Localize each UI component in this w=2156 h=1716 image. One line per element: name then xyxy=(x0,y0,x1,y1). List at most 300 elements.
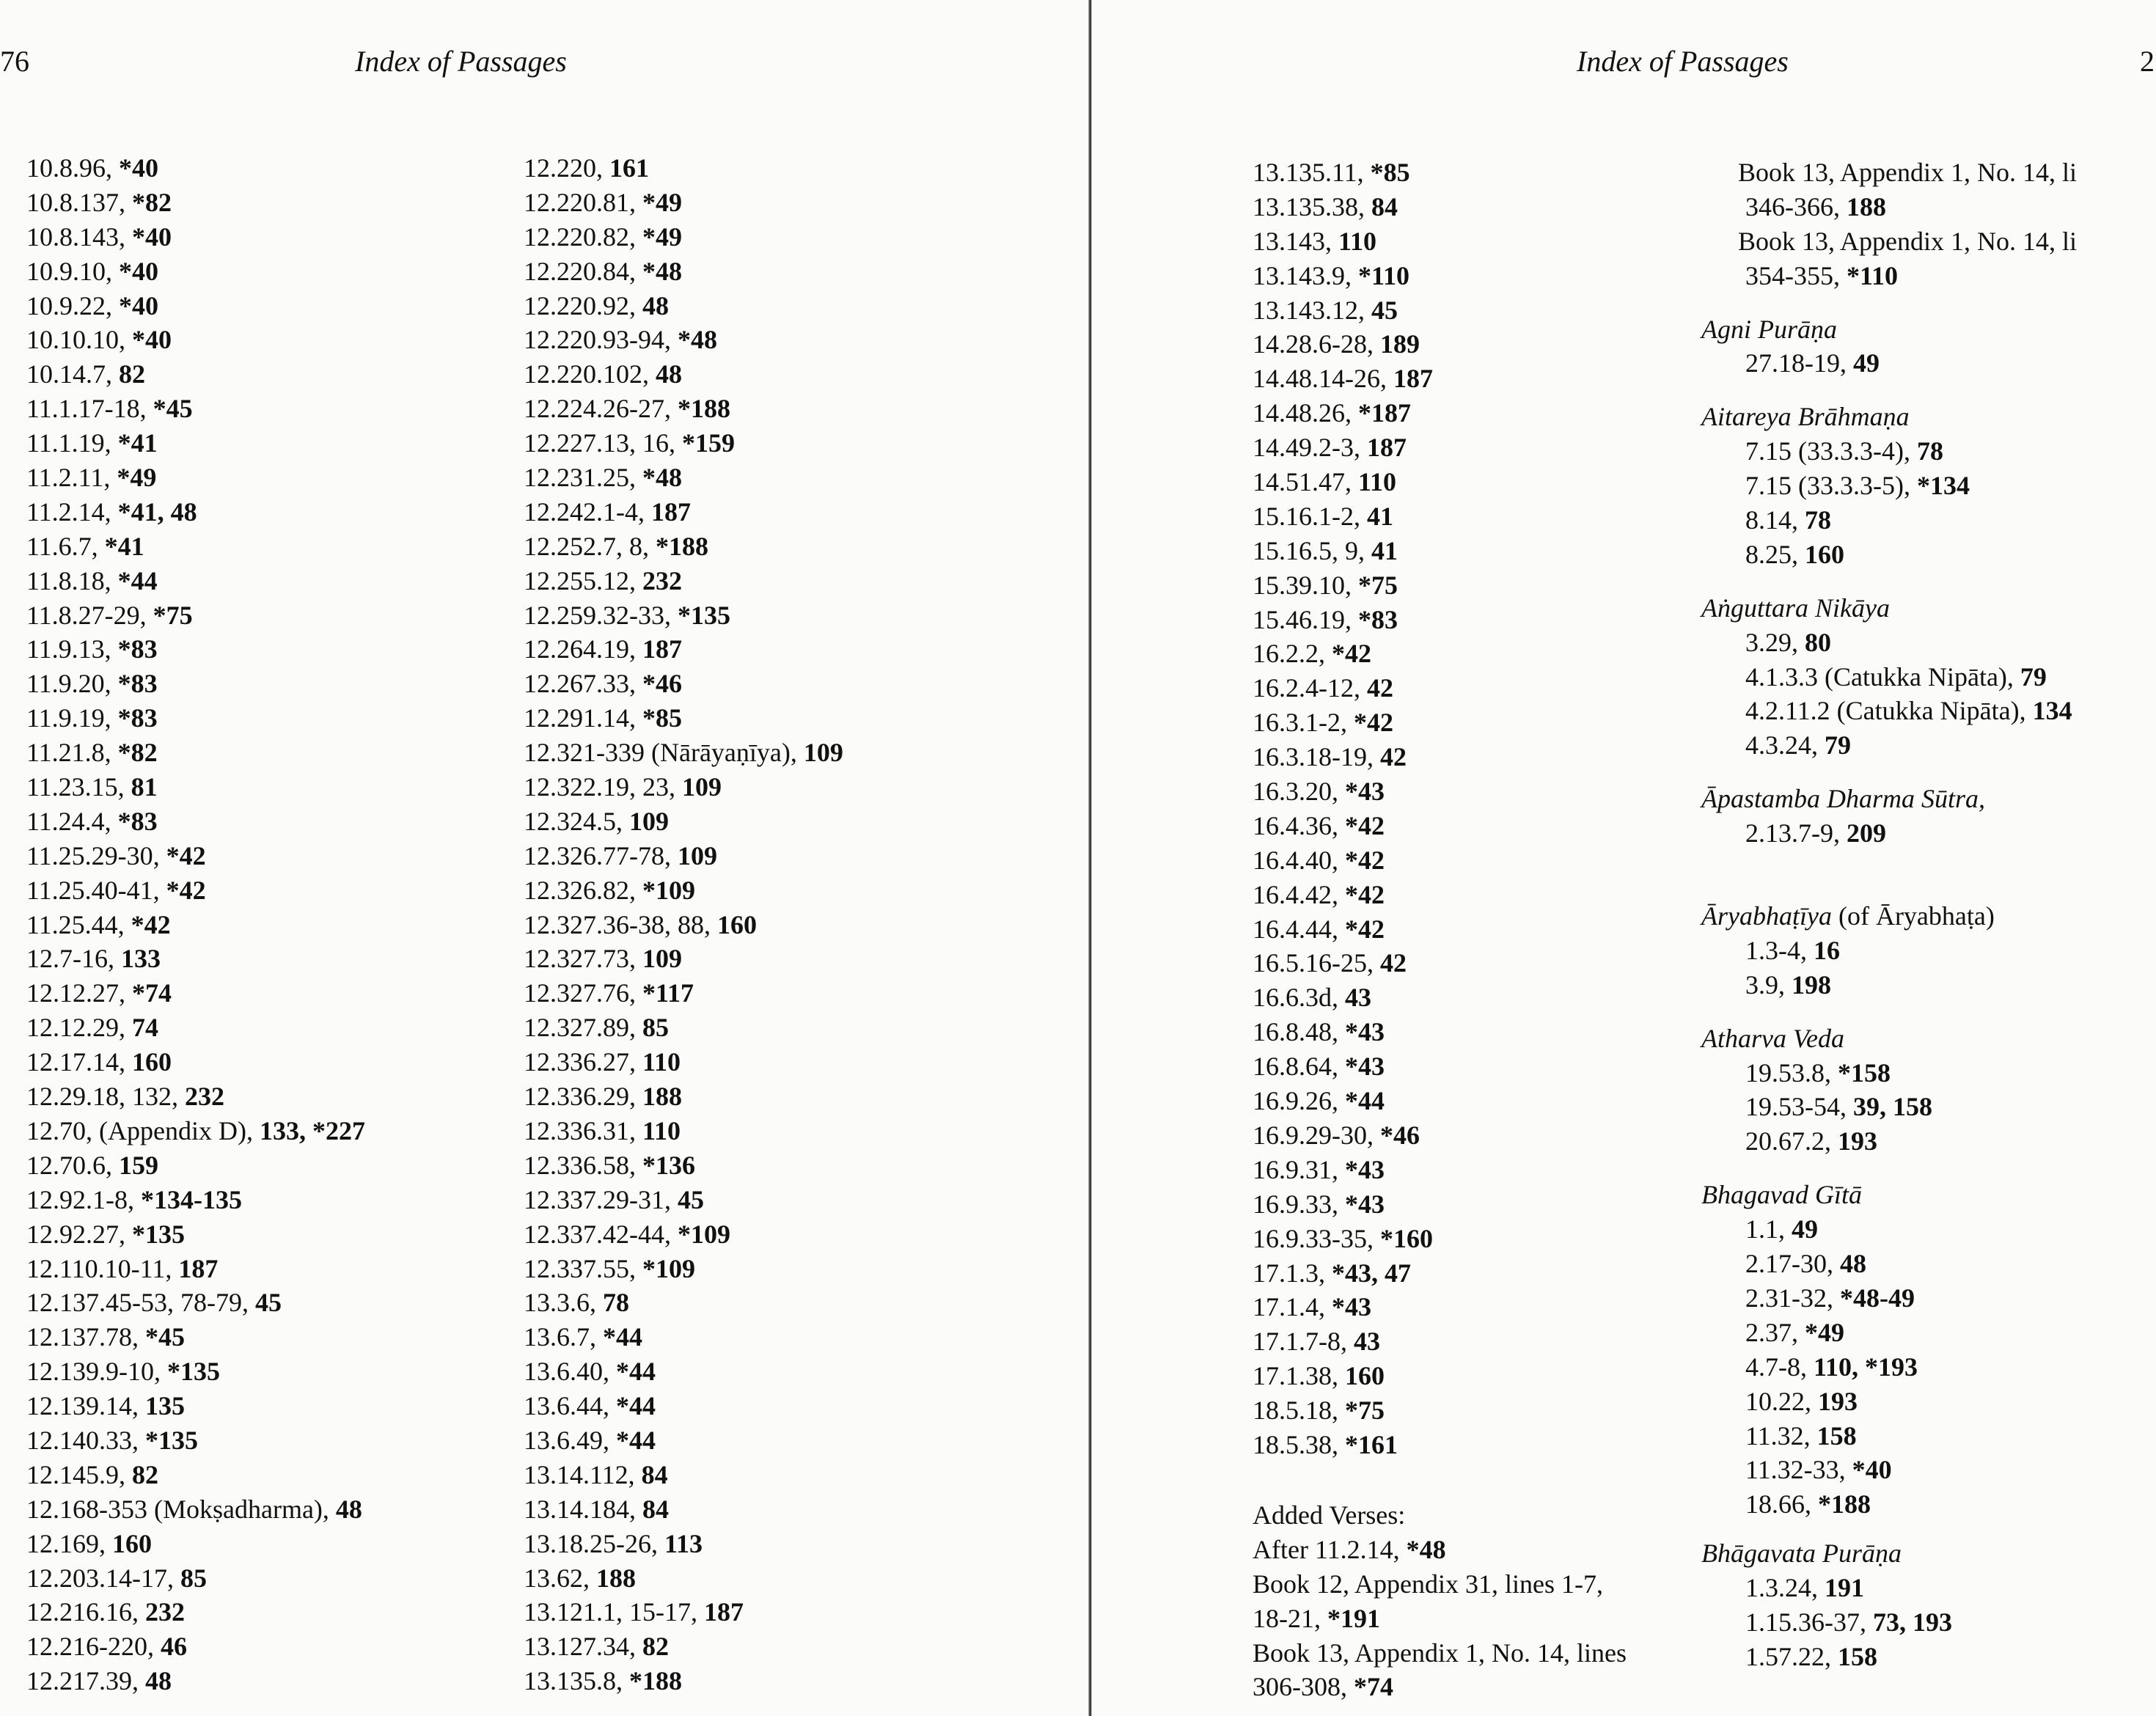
index-entry xyxy=(1701,503,2077,538)
index-reference: 12.336.29, xyxy=(524,1082,642,1112)
index-entry xyxy=(524,220,843,254)
index-page-ref: 73, 193 xyxy=(1873,1607,1952,1637)
index-reference: 13.135.11, xyxy=(1253,158,1371,187)
index-entry xyxy=(1253,1428,1433,1462)
index-page-ref: 79 xyxy=(2020,661,2047,692)
index-reference: 11.25.44, xyxy=(26,909,131,939)
index-entry xyxy=(26,323,365,357)
index-reference: 12.336.31, xyxy=(524,1115,642,1145)
index-entry xyxy=(1253,1187,1433,1222)
index-entry xyxy=(1253,774,1433,809)
index-entry xyxy=(26,392,365,426)
index-entry xyxy=(26,564,365,598)
index-page-ref: *109 xyxy=(642,875,695,905)
index-entry xyxy=(26,736,365,770)
index-entry xyxy=(1701,660,2077,694)
index-reference: 12.7-16, xyxy=(26,944,121,974)
index-entry xyxy=(524,1320,843,1354)
index-reference: 16.9.33-35, xyxy=(1253,1223,1380,1253)
index-entry xyxy=(1253,396,1433,430)
index-entry xyxy=(524,1664,843,1698)
index-reference: 12.337.55, xyxy=(524,1253,642,1283)
index-page-ref: 48 xyxy=(145,1666,172,1696)
right-page xyxy=(1093,0,2156,1716)
index-page-ref: 42 xyxy=(1380,948,1407,978)
index-entry xyxy=(1253,705,1433,740)
index-entry xyxy=(524,598,843,633)
source-title: Atharva Veda xyxy=(1701,1023,1844,1053)
index-reference: 12.92.27, xyxy=(26,1219,132,1249)
index-page-ref: 193 xyxy=(1838,1126,1877,1156)
index-entry xyxy=(524,1595,843,1629)
index-reference: 12.336.27, xyxy=(524,1047,642,1077)
index-page-ref: *74 xyxy=(1354,1672,1393,1702)
index-page-ref: 109 xyxy=(642,944,682,974)
right-running-header: Index of Passages xyxy=(1577,45,1789,78)
index-reference: 12.220.92, xyxy=(524,290,642,320)
index-entry xyxy=(26,1354,365,1389)
index-reference: 15.46.19, xyxy=(1253,604,1358,634)
index-reference: 11.1.19, xyxy=(26,428,118,458)
index-page-ref: *136 xyxy=(642,1150,695,1180)
source-heading xyxy=(1701,312,2077,347)
index-entry xyxy=(26,495,365,529)
source-title: Āpastamba Dharma Sūtra, xyxy=(1701,784,1986,814)
index-entry xyxy=(1701,1212,2077,1247)
index-page-ref: 159 xyxy=(119,1150,158,1180)
index-reference: 12.327.73, xyxy=(524,944,642,974)
index-entry xyxy=(26,1217,365,1252)
index-entry xyxy=(524,1252,843,1286)
index-entry xyxy=(26,1114,365,1148)
index-page-ref: 135 xyxy=(145,1391,185,1421)
index-reference: 14.51.47, xyxy=(1253,467,1358,497)
index-page-ref: *41 xyxy=(104,531,144,561)
index-page-ref: 82 xyxy=(642,1632,669,1662)
index-reference: 12.264.19, xyxy=(524,634,642,664)
index-reference: 10.9.22, xyxy=(26,290,119,320)
index-entry xyxy=(1253,568,1433,603)
index-entry xyxy=(524,1011,843,1045)
index-reference: 12.216.16, xyxy=(26,1597,145,1627)
index-page-ref: *48 xyxy=(1406,1534,1446,1564)
index-reference: 14.48.14-26, xyxy=(1253,364,1393,394)
index-reference: 12.12.27, xyxy=(26,978,132,1008)
index-reference: 18-21, xyxy=(1253,1603,1327,1633)
index-entry xyxy=(26,151,365,186)
index-reference: 12.327.89, xyxy=(524,1013,642,1043)
index-entry xyxy=(524,323,843,357)
index-reference: 15.16.1-2, xyxy=(1253,501,1367,531)
index-reference: 12.217.39, xyxy=(26,1666,145,1696)
index-entry xyxy=(524,1527,843,1561)
index-page-ref: *83 xyxy=(117,634,158,664)
index-page-ref: *109 xyxy=(678,1219,730,1249)
index-reference: 4.7-8, xyxy=(1745,1352,1814,1382)
index-reference: 14.28.6-28, xyxy=(1253,329,1380,359)
index-entry xyxy=(26,1320,365,1354)
index-reference: 18.66, xyxy=(1745,1489,1818,1519)
index-entry xyxy=(1253,293,1433,328)
index-page-ref: *43, 47 xyxy=(1332,1258,1411,1288)
index-page-ref: *188 xyxy=(1818,1489,1871,1519)
index-page-ref: *110 xyxy=(1358,260,1410,290)
index-reference: 1.57.22, xyxy=(1745,1641,1838,1671)
index-page-ref: *43 xyxy=(1345,1189,1385,1219)
index-page-ref: 109 xyxy=(629,806,669,836)
index-entry xyxy=(524,1045,843,1079)
index-entry xyxy=(524,392,843,426)
index-page-ref: *82 xyxy=(117,738,158,768)
index-entry xyxy=(1701,1316,2077,1350)
index-entry xyxy=(26,1183,365,1217)
index-entry xyxy=(524,1458,843,1492)
index-page-ref: *48-49 xyxy=(1840,1283,1915,1313)
index-page-ref: 188 xyxy=(596,1563,636,1593)
index-page-ref: *109 xyxy=(642,1253,695,1283)
index-page-ref: *40 xyxy=(119,256,158,286)
index-page-ref: 110 xyxy=(642,1047,681,1077)
index-reference: 354-355, xyxy=(1745,260,1847,290)
index-page-ref: 232 xyxy=(145,1597,185,1627)
index-reference: Book 13, Appendix 1, No. 14, li xyxy=(1738,158,2078,187)
index-reference: 12.336.58, xyxy=(524,1150,642,1180)
index-reference: 11.25.40-41, xyxy=(26,875,166,905)
index-page-ref: 133, *227 xyxy=(259,1115,365,1145)
index-page-ref: 49 xyxy=(1792,1214,1818,1244)
index-reference: 11.2.11, xyxy=(26,463,117,493)
index-reference: 16.2.4-12, xyxy=(1253,673,1367,703)
index-reference: 16.8.48, xyxy=(1253,1017,1345,1047)
index-entry xyxy=(1253,843,1433,878)
index-entry xyxy=(26,908,365,942)
index-page-ref: 158 xyxy=(1838,1641,1877,1671)
index-page-ref: *43 xyxy=(1345,1052,1385,1082)
index-page-ref: *85 xyxy=(1370,158,1410,187)
index-entry xyxy=(1701,346,2077,381)
index-page-ref: 85 xyxy=(180,1563,207,1593)
index-reference: 16.3.1-2, xyxy=(1253,708,1354,738)
index-entry xyxy=(26,976,365,1011)
index-entry xyxy=(524,1148,843,1183)
index-page-ref: 45 xyxy=(1371,295,1398,325)
index-reference: 16.4.44, xyxy=(1253,914,1345,944)
index-reference: 14.48.26, xyxy=(1253,398,1358,428)
index-entry xyxy=(524,1423,843,1458)
index-reference: 4.1.3.3 (Catukka Nipāta), xyxy=(1745,661,2020,692)
index-entry xyxy=(1701,469,2077,503)
index-reference: 12.70, (Appendix D), xyxy=(26,1115,260,1145)
index-entry xyxy=(1253,155,1433,190)
index-reference: After 11.2.14, xyxy=(1253,1534,1407,1564)
index-reference: 11.8.18, xyxy=(26,565,118,595)
index-page-ref: *75 xyxy=(1345,1396,1385,1426)
index-page-ref: *42 xyxy=(131,909,171,939)
index-entry xyxy=(1253,1393,1433,1428)
index-page-ref: *187 xyxy=(1358,398,1411,428)
index-page-ref: *43 xyxy=(1332,1292,1371,1322)
index-reference: 12.220.81, xyxy=(524,187,642,217)
index-page-ref: 45 xyxy=(678,1184,704,1214)
index-reference: 12.220.102, xyxy=(524,359,656,389)
index-entry xyxy=(26,1664,365,1698)
index-page-ref: *40 xyxy=(1852,1455,1892,1485)
index-entry xyxy=(1701,1350,2077,1385)
index-page-ref: 41 xyxy=(1371,535,1398,565)
index-reference: 10.10.10, xyxy=(26,325,132,355)
index-entry xyxy=(1701,1090,2077,1124)
index-page-ref: 46 xyxy=(161,1632,187,1662)
index-entry xyxy=(524,1354,843,1389)
index-entry xyxy=(1253,1359,1433,1393)
index-entry xyxy=(26,942,365,976)
added-verse-entry xyxy=(1253,1602,1627,1636)
index-reference: 16.3.18-19, xyxy=(1253,742,1380,772)
index-reference: 16.9.33, xyxy=(1253,1189,1345,1219)
index-entry xyxy=(524,495,843,529)
index-entry xyxy=(1253,259,1433,293)
index-page-ref: 39, 158 xyxy=(1853,1092,1932,1122)
index-entry xyxy=(524,357,843,392)
index-reference: 13.18.25-26, xyxy=(524,1528,664,1558)
index-page-ref: 134 xyxy=(2032,696,2072,726)
index-entry xyxy=(1253,603,1433,637)
source-title: Aitareya Brāhmaṇa xyxy=(1701,402,1910,432)
section-gap xyxy=(1701,381,2077,400)
index-entry xyxy=(524,976,843,1011)
index-entry xyxy=(26,426,365,461)
source-heading xyxy=(1701,782,2077,816)
index-entry xyxy=(1253,190,1433,224)
index-entry xyxy=(1701,1124,2077,1159)
index-reference: 12.29.18, 132, xyxy=(26,1082,185,1112)
source-title: Bhagavad Gītā xyxy=(1701,1180,1862,1210)
index-page-ref: *44 xyxy=(616,1425,656,1455)
index-reference: 12.220.82, xyxy=(524,221,642,252)
index-entry xyxy=(524,1561,843,1596)
index-entry xyxy=(26,1148,365,1183)
left-column-1 xyxy=(26,151,365,1698)
index-entry xyxy=(524,770,843,804)
index-page-ref: *40 xyxy=(119,153,158,183)
index-page-ref: *44 xyxy=(1345,1086,1385,1116)
index-reference: 306-308, xyxy=(1253,1672,1354,1702)
index-entry xyxy=(524,461,843,495)
index-entry xyxy=(1253,1153,1433,1187)
index-entry xyxy=(1253,1118,1433,1153)
index-reference: 12.324.5, xyxy=(524,806,629,836)
index-entry xyxy=(26,1595,365,1629)
index-reference: 13.127.34, xyxy=(524,1632,642,1662)
index-page-ref: 193 xyxy=(1818,1386,1858,1416)
index-page-ref: *48 xyxy=(678,325,717,355)
index-page-ref: *188 xyxy=(656,531,708,561)
index-entry xyxy=(26,804,365,839)
index-entry xyxy=(1253,362,1433,396)
index-reference: 11.23.15, xyxy=(26,772,131,802)
index-entry xyxy=(26,1045,365,1079)
index-reference: 12.337.29-31, xyxy=(524,1184,678,1214)
index-reference: 16.8.64, xyxy=(1253,1052,1345,1082)
index-entry xyxy=(26,598,365,633)
index-page-ref: 191 xyxy=(1825,1573,1864,1603)
index-reference: Book 12, Appendix 31, lines 1-7, xyxy=(1253,1569,1603,1599)
right-page-number: 2 xyxy=(2140,45,2155,78)
index-entry xyxy=(1701,1453,2077,1487)
index-reference: 1.3-4, xyxy=(1745,935,1814,965)
index-page-ref: *42 xyxy=(1345,845,1385,875)
index-entry xyxy=(1253,1222,1433,1256)
index-reference: 12.326.77-78, xyxy=(524,840,678,870)
index-page-ref: 187 xyxy=(704,1597,744,1627)
index-page-ref: *117 xyxy=(642,978,694,1008)
index-entry xyxy=(26,1629,365,1664)
index-reference: 19.53-54, xyxy=(1745,1092,1853,1122)
index-reference: 12.259.32-33, xyxy=(524,600,678,630)
index-page-ref: 187 xyxy=(642,634,682,664)
source-heading xyxy=(1701,591,2077,626)
index-page-ref: *191 xyxy=(1327,1603,1380,1633)
index-reference: 17.1.38, xyxy=(1253,1361,1345,1391)
index-page-ref: *188 xyxy=(678,394,730,424)
index-entry xyxy=(524,289,843,323)
index-entry xyxy=(26,289,365,323)
index-entry xyxy=(1701,728,2077,763)
index-page-ref: 160 xyxy=(1345,1361,1385,1391)
index-reference: Book 13, Appendix 1, No. 14, lines xyxy=(1253,1638,1627,1668)
index-page-ref: *44 xyxy=(117,565,158,595)
index-page-ref: 232 xyxy=(185,1082,224,1112)
index-reference: 13.6.49, xyxy=(524,1425,616,1455)
index-entry xyxy=(524,667,843,701)
index-reference: 12.337.42-44, xyxy=(524,1219,678,1249)
index-reference: 12.326.82, xyxy=(524,875,642,905)
index-page-ref: 160 xyxy=(112,1528,152,1558)
index-page-ref: *41, 48 xyxy=(117,496,197,527)
index-page-ref: 198 xyxy=(1792,969,1831,1000)
index-entry xyxy=(524,804,843,839)
section-gap xyxy=(1701,763,2077,782)
index-page-ref: 187 xyxy=(1393,364,1433,394)
right-column-1 xyxy=(1253,155,1433,1462)
index-page-ref: 187 xyxy=(178,1253,219,1283)
source-title: Bhāgavata Purāṇa xyxy=(1701,1539,1902,1569)
index-reference: 10.14.7, xyxy=(26,359,119,389)
index-page-ref: 109 xyxy=(803,738,843,768)
source-title: Aṅguttara Nikāya xyxy=(1701,593,1890,623)
index-reference: 12.216-220, xyxy=(26,1632,161,1662)
index-reference: 11.1.17-18, xyxy=(26,394,153,424)
index-page-ref: 187 xyxy=(651,496,691,527)
index-reference: 12.203.14-17, xyxy=(26,1563,180,1593)
index-page-ref: *83 xyxy=(1358,604,1398,634)
index-page-ref: *49 xyxy=(1805,1317,1844,1347)
index-reference: 16.2.2, xyxy=(1253,639,1332,669)
index-page-ref: *49 xyxy=(117,463,157,493)
index-entry xyxy=(1701,694,2077,728)
index-entry xyxy=(1253,912,1433,947)
index-reference: 18.5.18, xyxy=(1253,1396,1345,1426)
section-gap xyxy=(1701,293,2077,312)
index-page-ref: *45 xyxy=(145,1322,185,1352)
index-page-ref: *75 xyxy=(1358,570,1398,600)
index-reference: 12.252.7, 8, xyxy=(524,531,656,561)
index-reference: 11.32, xyxy=(1745,1420,1817,1451)
index-page-ref: *159 xyxy=(682,428,735,458)
index-page-ref: *48 xyxy=(642,463,682,493)
index-entry xyxy=(524,254,843,289)
index-entry xyxy=(26,1458,365,1492)
index-page-ref: *110 xyxy=(1847,260,1899,290)
index-entry xyxy=(1253,1290,1433,1324)
index-entry xyxy=(26,1527,365,1561)
index-page-ref: *42 xyxy=(166,840,206,870)
index-reference: 10.22, xyxy=(1745,1386,1818,1416)
index-page-ref: 110 xyxy=(1358,467,1397,497)
index-reference: 16.9.31, xyxy=(1253,1154,1345,1184)
index-reference: 13.121.1, 15-17, xyxy=(524,1597,704,1627)
index-page-ref: 84 xyxy=(641,1459,668,1489)
index-reference: 15.39.10, xyxy=(1253,570,1358,600)
index-page-ref: *48 xyxy=(642,256,682,286)
index-page-ref: *161 xyxy=(1345,1429,1398,1459)
index-entry xyxy=(1253,1015,1433,1049)
source-title: Agni Purāṇa xyxy=(1701,314,1837,344)
index-page-ref: 110, *193 xyxy=(1814,1352,1918,1382)
index-reference: 1.15.36-37, xyxy=(1745,1607,1873,1637)
index-page-ref: *85 xyxy=(642,703,682,733)
index-reference: 12.220, xyxy=(524,153,609,183)
index-entry xyxy=(524,736,843,770)
index-reference: 20.67.2, xyxy=(1745,1126,1838,1156)
index-page-ref: *135 xyxy=(132,1219,185,1249)
index-reference: 16.4.42, xyxy=(1253,879,1345,909)
index-reference: 7.15 (33.3.3-4), xyxy=(1745,436,1917,466)
index-page-ref: *46 xyxy=(1380,1120,1420,1150)
index-page-ref: 81 xyxy=(131,772,158,802)
index-page-ref: *44 xyxy=(616,1391,656,1421)
index-reference: 16.5.16-25, xyxy=(1253,948,1380,978)
index-entry xyxy=(26,254,365,289)
index-page-ref: *42 xyxy=(1345,914,1385,944)
index-entry xyxy=(524,1183,843,1217)
index-page-ref: 110 xyxy=(642,1115,681,1145)
index-entry xyxy=(1701,1247,2077,1281)
index-entry xyxy=(26,1286,365,1320)
index-entry xyxy=(26,770,365,804)
index-page-ref: *43 xyxy=(1345,1154,1385,1184)
index-entry xyxy=(1253,327,1433,362)
index-page-ref: 48 xyxy=(642,290,669,320)
index-page-ref: 49 xyxy=(1853,348,1880,378)
source-title-suffix: (of Āryabhaṭa) xyxy=(1831,901,1995,931)
index-reference: 12.70.6, xyxy=(26,1150,119,1180)
index-reference: 13.14.184, xyxy=(524,1494,642,1524)
index-entry xyxy=(1701,968,2077,1002)
index-page-ref: 232 xyxy=(642,565,682,595)
index-page-ref: *44 xyxy=(603,1322,642,1352)
index-reference: 346-366, xyxy=(1745,191,1847,221)
index-entry xyxy=(1701,1640,2077,1674)
index-page-ref: *49 xyxy=(642,187,682,217)
index-reference: 16.4.36, xyxy=(1253,810,1345,840)
index-page-ref: 82 xyxy=(132,1459,158,1489)
index-reference: 11.6.7, xyxy=(26,531,105,561)
index-entry xyxy=(26,873,365,908)
index-page-ref: *74 xyxy=(132,978,172,1008)
index-page-ref: *44 xyxy=(616,1357,656,1387)
index-reference: 14.49.2-3, xyxy=(1253,433,1367,463)
